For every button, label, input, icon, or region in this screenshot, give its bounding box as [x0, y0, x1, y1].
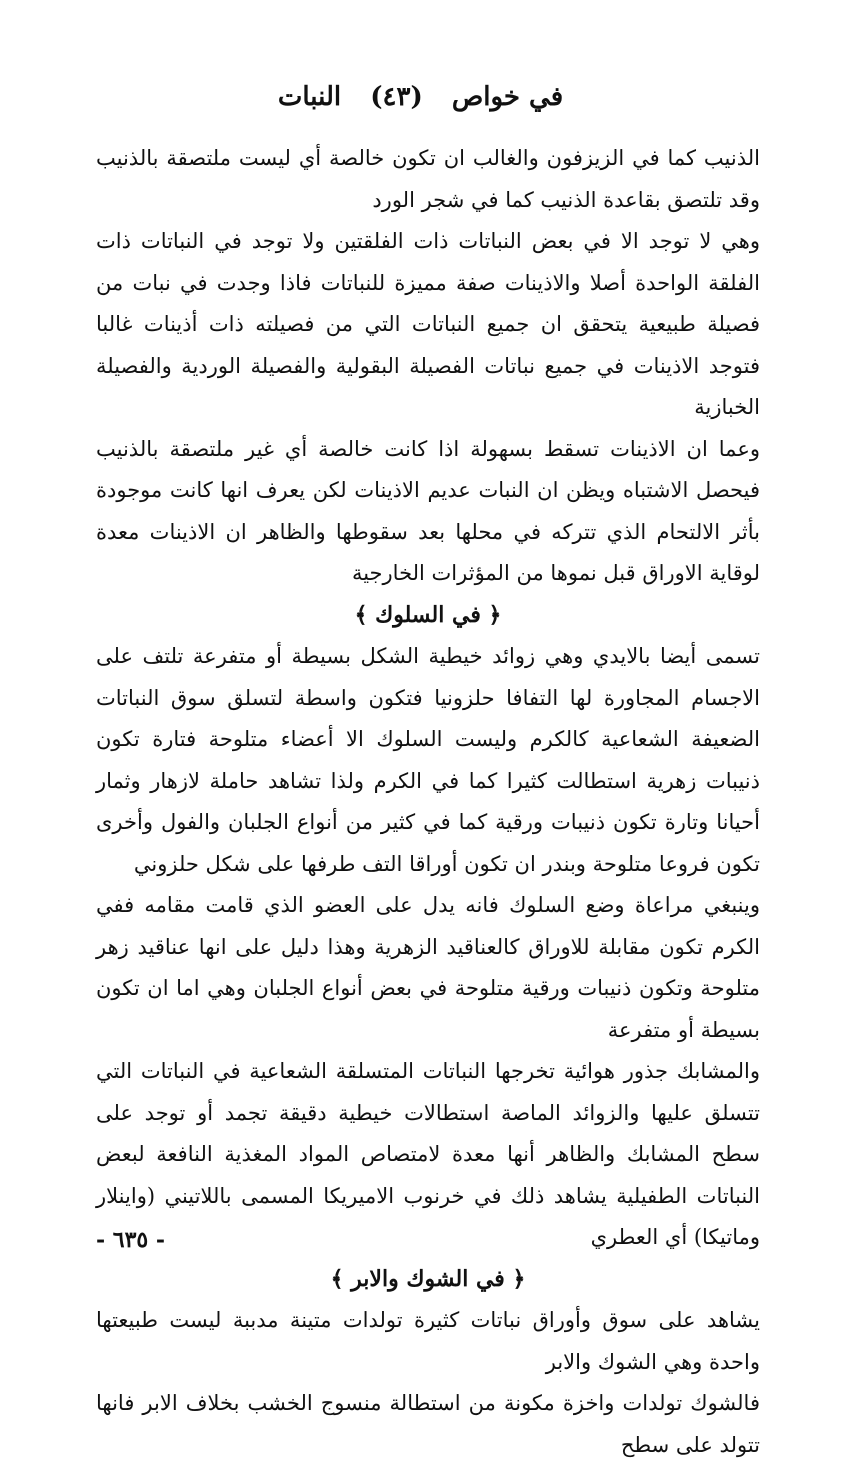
header-title-left: النبات: [277, 82, 342, 112]
paragraph: تسمى أيضا بالايدي وهي زوائد خيطية الشكل بسيطة أو متفرعة تلتف على الاجسام المجاورة لها التفافا حلزونيا فتكون واسطة لتسلق سوق النباتات الضعيفة الشعاعية كالكرم وليست السلوك الا أعضاء متلوحة فتارة تكون ذنيبات زهرية استطالت كثيرا كما في الكرم ولذا تشاهد حاملة لازهار وثمار أحيانا وتارة تكون ذنيبات ورقية كما في كثير من أنواع الجلبان والفول وأخرى تكون فروعا متلوحة وبندر ان تكون أوراقا التف طرفها على شكل حلزوني: [96, 644, 760, 876]
page-body: [96, 138, 760, 1466]
paragraph: الذنيب كما في الزيزفون والغالب ان تكون خالصة أي ليست ملتصقة بالذنيب وقد تلتصق بقاعدة الذنيب كما في شجر الورد: [96, 146, 760, 212]
paragraph: فالشوك تولدات واخزة مكونة من استطالة منسوج الخشب بخلاف الابر فانها تتولد على سطح: [96, 1391, 760, 1457]
running-header: [0, 82, 841, 112]
paragraph: وهي لا توجد الا في بعض النباتات ذات الفلقتين ولا توجد في النباتات ذات الفلقة الواحدة أصلا والاذينات صفة مميزة للنباتات فاذا وجدت في نبات من فصيلة طبيعية يتحقق ان جميع النباتات التي من فصيلته ذات أذينات غالبا فتوجد الاذينات في جميع نباتات الفصيلة البقولية والفصيلة الوردية والفصيلة الخبازية: [96, 229, 760, 419]
header-title-right: في خواص: [451, 82, 564, 112]
paragraph: والمشابك جذور هوائية تخرجها النباتات المتسلقة الشعاعية في النباتات التي تتسلق عليها والزوائد الماصة استطالات خيطية دقيقة تجمد أو توجد على سطح المشابك والظاهر أنها معدة لامتصاص المواد المغذية النافعة لبعض النباتات الطفيلية يشاهد ذلك في خرنوب الاميريكا المسمى باللاتيني (واينلار وماتيكا) أي العطري: [96, 1059, 760, 1249]
page-number-footer: - ٦٣٥ -: [96, 1227, 166, 1253]
paragraph: يشاهد على سوق وأوراق نباتات كثيرة تولدات متينة مدببة ليست طبيعتها واحدة وهي الشوك والابر: [96, 1308, 760, 1374]
section-heading-thorns: ﴿ في الشوك والابر ﴾: [330, 1265, 526, 1292]
paragraph: وعما ان الاذينات تسقط بسهولة اذا كانت خالصة أي غير ملتصقة بالذنيب فيحصل الاشتباه ويظن ان النبات عديم الاذينات لكن يعرف انها كانت موجودة بأثر الالتحام الذي تتركه في محلها بعد سقوطها والظاهر ان الاذينات معدة لوقاية الاوراق قبل نموها من المؤثرات الخارجية: [96, 436, 760, 585]
paragraph: وينبغي مراعاة وضع السلوك فانه يدل على العضو الذي قامت مقامه ففي الكرم تكون مقابلة للاوراق كالعناقيد الزهرية وهذا دليل على انها عناقيد زهر متلوحة وتكون ذنيبات ورقية متلوحة في بعض أنواع الجلبان وهي اما ان تكون بسيطة أو متفرعة: [96, 893, 760, 1042]
section-heading-tendrils: ﴿ في السلوك ﴾: [354, 601, 502, 628]
header-page-number: (٤٣): [370, 82, 423, 112]
